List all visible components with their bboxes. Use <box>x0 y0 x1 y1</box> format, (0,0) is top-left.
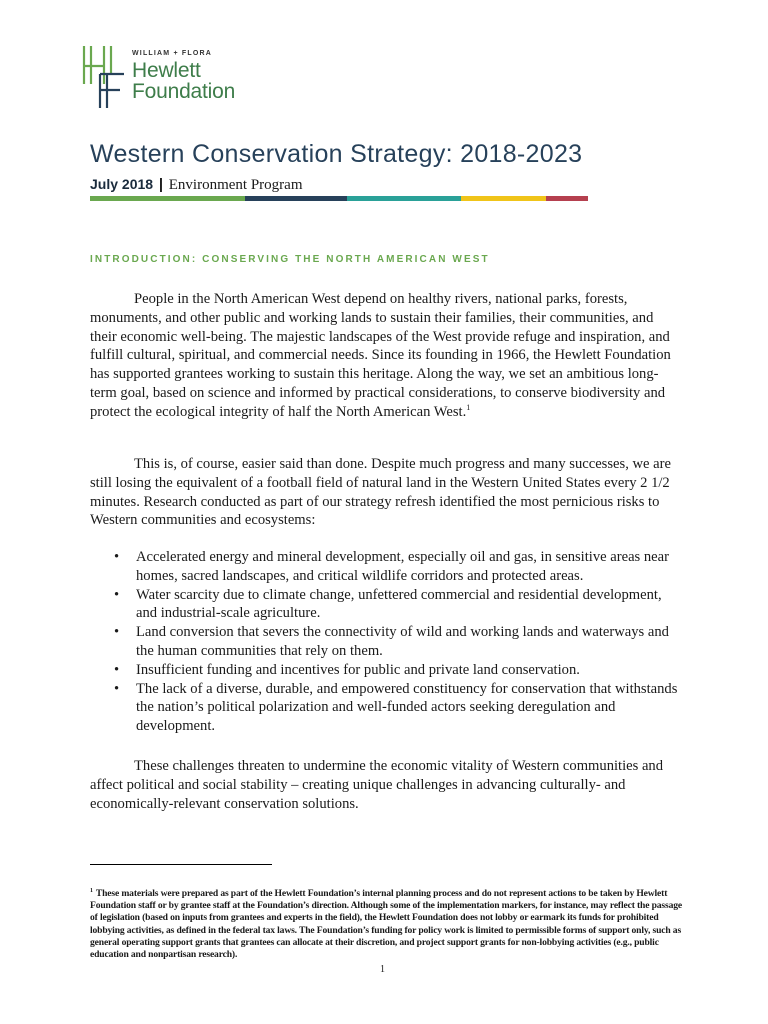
list-item <box>90 548 680 586</box>
paragraph-text: This is, of course, easier said than done. Despite much progress and many successes, we are still losing the equivalent of a football field of natural land in the Western United States every 2 1/2 minutes. Research conducted as part of our strategy refresh identified the most pernicious risks to Western communities and ecosystems: <box>90 456 671 529</box>
bullet-icon: • <box>114 586 120 603</box>
bullet-icon: • <box>114 549 120 565</box>
color-bar-segment <box>461 196 546 201</box>
footnote-reference[interactable]: 1 <box>466 402 471 412</box>
list-item <box>90 586 680 624</box>
color-bar-segment <box>90 196 245 201</box>
logo-small-text: WILLIAM + FLORA <box>132 50 213 57</box>
color-bar-segment <box>245 196 347 201</box>
bullet-icon: • <box>114 680 120 697</box>
section-heading: INTRODUCTION: CONSERVING THE NORTH AMERICAN WEST <box>90 254 490 265</box>
document-title: Western Conservation Strategy: 2018-2023 <box>90 140 583 168</box>
list-item <box>90 623 680 661</box>
logo-wordmark-line2: Foundation <box>132 80 236 103</box>
paragraph-text: People in the North American West depend on healthy rivers, national parks, forests, monuments, and other public and working lands to sustain their families, their communities, and their economic well-being. The majestic landscapes of the West provide refuge and inspiration, and fulfill cultural, spiritual, and commercial needs. Since its founding in 1966, the Hewlett Foundation has supported grantees working to sustain this heritage. Along the way, we set an ambitious long-term goal, based on science and informed by practical considerations, to conserve biodiversity and protect the ecological integrity of half the North American West. <box>90 291 671 420</box>
color-bar-divider <box>90 196 588 201</box>
list-item-text: The lack of a diverse, durable, and empowered constituency for conservation that withstands the nation’s political polarization and well-funded actors seeking deregulation and development. <box>136 680 678 735</box>
list-item-text: Water scarcity due to climate change, unfettered commercial and residential development, and industrial-scale agriculture. <box>136 586 662 622</box>
list-item <box>90 661 680 680</box>
program-name: Environment Program <box>168 177 303 193</box>
paragraph-text: These challenges threaten to undermine the economic vitality of Western communities and affect political and social stability – creating unique challenges in advancing culturally- and economically-relevant conservation solutions. <box>90 758 664 812</box>
logo-wordmark-line1: Hewlett <box>132 59 201 82</box>
document-subtitle <box>90 176 303 194</box>
page-number: 1 <box>380 964 385 975</box>
intro-paragraph-1 <box>90 290 680 422</box>
bullet-icon: • <box>114 624 120 641</box>
list-item-text: Insufficient funding and incentives for public and private land conservation. <box>136 661 580 678</box>
risk-bullet-list <box>90 548 680 736</box>
subtitle-separator: | <box>158 176 164 193</box>
list-item-text: Accelerated energy and mineral development, especially oil and gas, in sensitive areas near homes, sacred landscapes, and critical wildlife corridors and protected areas. <box>136 549 669 584</box>
bullet-icon: • <box>114 661 120 678</box>
list-item <box>90 680 680 736</box>
footnote-text: These materials were prepared as part of the Hewlett Foundation’s internal planning process and do not represent actions to be taken by Hewlett Foundation staff or by grantee staff at the Foundation’s direction. Although some of the implementation markers, for instance, may reflect the passage of legislation (based on inputs from grantees and experts in the field), the Hewlett Foundation does not lobby or earmark its funds for prohibited lobbying activities, as defined in the federal tax laws. The Foundation’s funding for policy work is limited to permissible forms of support only, such as general operating support grants that grantees can allocate at their discretion, and project support grants for non-lobbying activities (e.g., public education and nonpartisan research). <box>90 888 682 961</box>
hf-monogram-icon <box>80 44 126 110</box>
intro-paragraph-3 <box>90 757 680 813</box>
footnote-mark: 1 <box>90 887 93 894</box>
hewlett-foundation-logo <box>80 44 250 110</box>
footnote <box>90 888 690 961</box>
color-bar-segment <box>347 196 461 201</box>
intro-paragraph-2 <box>90 455 680 530</box>
color-bar-segment <box>546 196 588 201</box>
publication-date: July 2018 <box>90 176 154 192</box>
footnote-divider <box>90 864 272 865</box>
list-item-text: Land conversion that severs the connectivity of wild and working lands and waterways and the human communities that rely on them. <box>136 624 669 659</box>
